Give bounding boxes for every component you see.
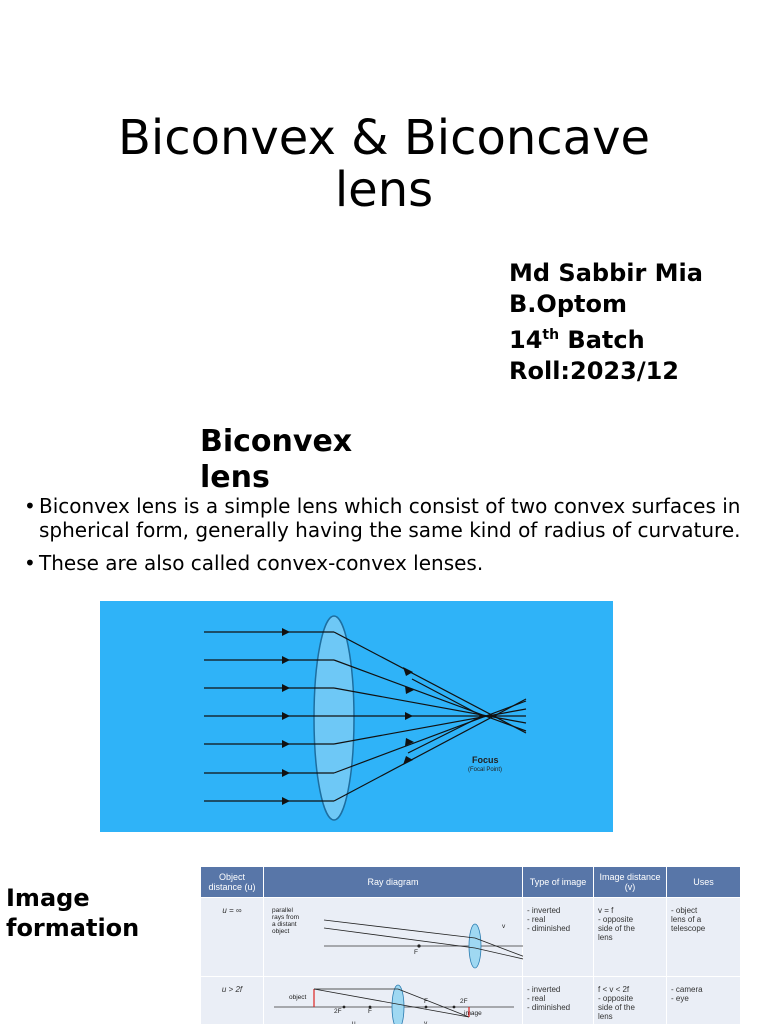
table-header-row xyxy=(201,867,741,898)
author-name: Md Sabbir Mia xyxy=(509,259,703,287)
image-formation-table xyxy=(200,866,740,1024)
bullet-list xyxy=(24,494,744,584)
section-title-line-1: Biconvex xyxy=(200,424,353,459)
cell-uses: - object lens of a telescope xyxy=(667,898,741,977)
ray-diagram-row-2 xyxy=(264,977,523,1024)
cell-ray-diagram xyxy=(264,977,523,1024)
ray-label: a distant xyxy=(272,921,297,928)
table-row xyxy=(201,898,741,977)
header-image-distance: Image distance (v) xyxy=(594,867,667,898)
side-label-line-2: formation xyxy=(6,914,140,942)
image-formation-label xyxy=(6,883,139,943)
title-line-1: Biconvex & Biconcave xyxy=(117,110,651,166)
ray-mark: F xyxy=(414,949,418,956)
ray-mark: 2F xyxy=(334,1008,342,1015)
title-line-2: lens xyxy=(334,162,434,218)
section-title-line-2: lens xyxy=(200,460,270,495)
table-row xyxy=(201,977,741,1024)
focus-label: Focus xyxy=(472,755,499,765)
cell-uses: - camera - eye xyxy=(667,977,741,1024)
bullet-item: • These are also called convex-convex lenses. xyxy=(24,551,744,575)
ray-label: parallel xyxy=(272,907,293,914)
batch-word: Batch xyxy=(559,326,645,354)
ray-mark: v xyxy=(502,923,506,930)
header-uses: Uses xyxy=(667,867,741,898)
cell-condition: u = ∞ xyxy=(201,898,264,977)
side-label-line-1: Image xyxy=(6,884,90,912)
author-batch xyxy=(509,320,703,356)
cell-ray-diagram xyxy=(264,898,523,977)
cell-type-of-image: - inverted - real - diminished xyxy=(523,898,594,977)
ray-mark: 2F xyxy=(460,998,468,1005)
ray-diagram-row-1 xyxy=(264,898,523,974)
lens-shape xyxy=(314,616,354,820)
cell-image-distance: v = f - opposite side of the lens xyxy=(594,898,667,977)
author-degree: B.Optom xyxy=(509,290,627,318)
ray-label: object xyxy=(289,994,307,1001)
ray-mark: F xyxy=(424,998,428,1005)
focus-sublabel: (Focal Point) xyxy=(468,767,503,773)
cell-type-of-image: - inverted - real - diminished xyxy=(523,977,594,1024)
ray-diagram-svg xyxy=(100,601,613,832)
ray-mark: u xyxy=(352,1020,356,1024)
biconvex-ray-diagram xyxy=(100,601,613,832)
batch-suffix: th xyxy=(542,327,560,343)
cell-image-distance: f < v < 2f - opposite side of the lens xyxy=(594,977,667,1024)
cell-condition: u > 2f xyxy=(201,977,264,1024)
refracted-rays xyxy=(334,632,526,801)
ray-mark: v xyxy=(424,1020,428,1024)
ray-mark: image xyxy=(464,1010,482,1017)
incoming-rays xyxy=(204,632,334,801)
author-block xyxy=(509,258,703,387)
ray-label: object xyxy=(272,928,290,935)
ray-label: rays from xyxy=(272,914,300,921)
slide-title xyxy=(0,112,768,216)
formation-table xyxy=(200,866,740,1024)
batch-number: 14 xyxy=(509,326,543,354)
bullet-item: • Biconvex lens is a simple lens which consist of two convex surfaces in spherical form, generally having the same kind of radius of curvature. xyxy=(24,494,744,542)
incoming-arrowheads xyxy=(282,628,290,805)
section-title xyxy=(200,424,352,496)
ray-mark: F xyxy=(368,1008,372,1015)
header-type-of-image: Type of image xyxy=(523,867,594,898)
author-roll: Roll:2023/12 xyxy=(509,357,679,385)
header-ray-diagram: Ray diagram xyxy=(264,867,523,898)
header-object-distance: Object distance (u) xyxy=(201,867,264,898)
